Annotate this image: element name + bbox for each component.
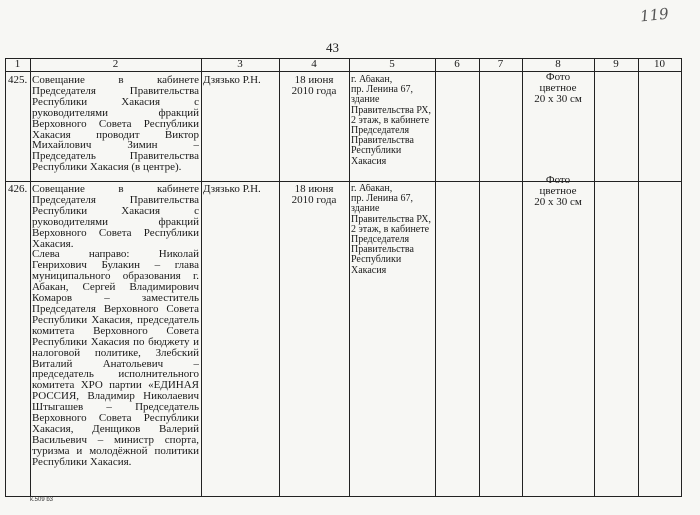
column-border xyxy=(435,58,436,497)
column-header: 10 xyxy=(654,58,665,70)
column-header: 8 xyxy=(555,58,561,70)
inventory-table xyxy=(5,58,682,497)
column-header: 7 xyxy=(497,58,504,70)
print-stamp: k.509 b3 xyxy=(30,497,54,503)
item-author: Дзязько Р.Н. xyxy=(203,75,261,86)
archive-sheet-number: 119 xyxy=(639,4,670,26)
item-place: г. Абакан, пр. Ленина 67, здание Правительства РХ, 2 этаж, в кабинете Председателя Правительства Республики Хакасия xyxy=(351,75,432,167)
item-place: г. Абакан, пр. Ленина 67, здание Правительства РХ, 2 этаж, в кабинете Председателя Правительства Республики Хакасия xyxy=(351,184,432,276)
item-type: Фото цветное 20 х 30 см xyxy=(534,72,582,105)
item-description: Совещание в кабинете Председателя Правительства Республики Хакасия с руководителями фракций Верховного Совета Республики Хакасия. Слева направо: Николай Генрихович Булакин – глава муниципального образования г. Абакан, Сергей Владимирович Комаров – заместитель Председателя Верховного Совета Республики Хакасия, председатель комитета Верховного Совета Республики Хакасия по бюджету и налоговой политике, Злебский Виталий Анатольевич – председатель исполнительного комитета ХРО партии «ЕДИНАЯ РОССИЯ, Владимир Николаевич Штыгашев – Председатель Верховного Совета Республики Хакасия, Денщиков Валерий Васильевич – министр спорта, туризма и молодёжной политики Республики Хакасия. xyxy=(32,184,199,468)
item-date: 18 июня 2010 года xyxy=(291,75,337,97)
column-header: 9 xyxy=(613,58,619,70)
column-header: 1 xyxy=(14,58,21,70)
column-header: 2 xyxy=(112,58,119,70)
page-number: 43 xyxy=(326,40,339,55)
item-author: Дзязько Р.Н. xyxy=(203,184,261,195)
column-border xyxy=(638,58,639,497)
column-border xyxy=(479,58,480,497)
column-border xyxy=(681,58,682,497)
column-header: 5 xyxy=(389,58,395,70)
column-border xyxy=(349,58,350,497)
column-border xyxy=(201,58,202,497)
column-border xyxy=(594,58,595,497)
item-date: 18 июня 2010 года xyxy=(291,184,337,206)
item-type: Фото цветное 20 х 30 см xyxy=(534,175,582,208)
column-border xyxy=(522,58,523,497)
column-border xyxy=(279,58,280,497)
column-header: 3 xyxy=(237,58,243,70)
item-number: 425. xyxy=(8,75,28,86)
item-number: 426. xyxy=(8,184,28,195)
item-description: Совещание в кабинете Председателя Правительства Республики Хакасия с руководителями фракций Верховного Совета Республики Хакасия проводит Виктор Михайлович Зимин – Председатель Правительства Республики Хакасия (в центре). xyxy=(32,75,199,174)
table-bottom-border xyxy=(5,496,682,497)
column-header: 4 xyxy=(311,58,317,70)
column-border xyxy=(5,58,6,497)
column-border xyxy=(30,58,31,497)
column-header: 6 xyxy=(454,58,460,70)
